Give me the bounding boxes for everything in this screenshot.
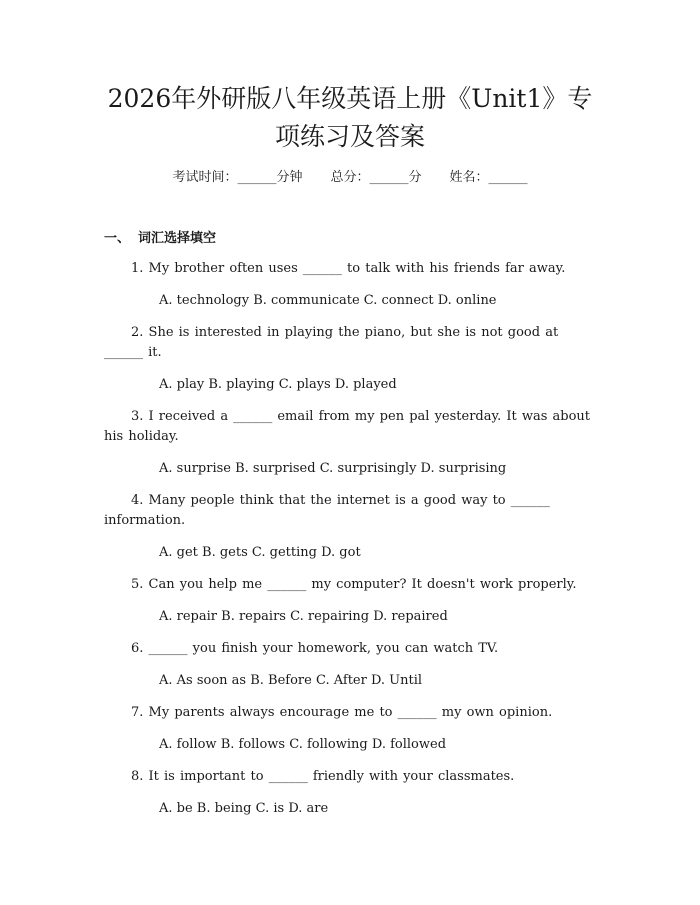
question-8: 8. It is important to ______ friendly with your classmates.: [131, 769, 515, 784]
question-6: 6. ______ you finish your homework, you can watch TV.: [131, 641, 499, 656]
question-3: 3. I received a ______ email from my pen pal yesterday. It was about his holiday.: [104, 409, 591, 444]
question-4: 4. Many people think that the internet is a good way to ______ information.: [104, 493, 550, 528]
question-8-options: A. be B. being C. is D. are: [159, 801, 329, 816]
question-1-options: A. technology B. communicate C. connect D. online: [159, 293, 497, 308]
section-number: 一、: [104, 231, 131, 246]
question-2: 2. She is interested in playing the piano, but she is not good at ______ it.: [104, 325, 559, 360]
section-label: 词汇选择填空: [138, 231, 217, 246]
question-1: 1. My brother often uses ______ to talk with his friends far away.: [131, 261, 566, 276]
question-3-options: A. surprise B. surprised C. surprisingly D. surprising: [159, 461, 507, 476]
question-7: 7. My parents always encourage me to ______ my own opinion.: [131, 705, 553, 720]
exam-total-score: 总分：______分: [330, 170, 422, 185]
question-5-options: A. repair B. repairs C. repairing D. repaired: [159, 609, 448, 624]
question-2-options: A. play B. playing C. plays D. played: [159, 377, 397, 392]
section-heading: [104, 229, 216, 249]
student-name: 姓名：______: [449, 170, 528, 185]
exam-meta: [0, 168, 700, 188]
question-5: 5. Can you help me ______ my computer? It doesn't work properly.: [131, 577, 577, 592]
question-6-options: A. As soon as B. Before C. After D. Until: [159, 673, 423, 688]
question-4-options: A. get B. gets C. getting D. got: [159, 545, 361, 560]
question-7-options: A. follow B. follows C. following D. followed: [159, 737, 447, 752]
page-title-line-2: 项练习及答案: [274, 122, 425, 151]
exam-time: 考试时间：______分钟: [172, 170, 303, 185]
page-title-line-1: 2026年外研版八年级英语上册《Unit1》专: [107, 84, 593, 113]
